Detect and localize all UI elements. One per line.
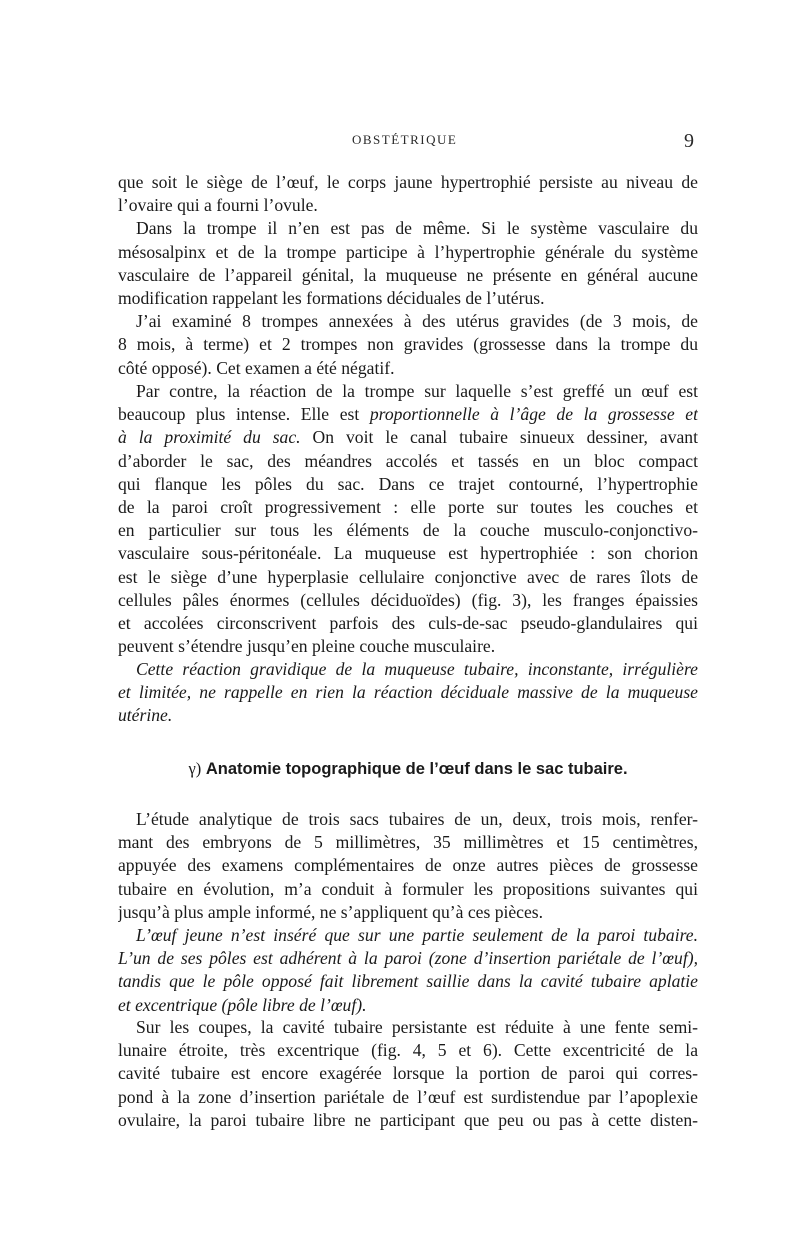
text-line: L’un de ses pôles est adhérent à la paroi (zone d’insertion pariétale de l’œuf), bbox=[118, 948, 698, 969]
text-line: Cette réaction gravidique de la muqueuse tubaire, inconstante, irrégulière bbox=[136, 659, 698, 679]
text-line: et limitée, ne rappelle en rien la réaction déciduale massive de la muqueuse bbox=[118, 682, 698, 703]
text-line: modification rappelant les formations déciduales de l’utérus. bbox=[118, 288, 545, 309]
text-line: que soit le siège de l’œuf, le corps jaune hypertrophié persiste au niveau de bbox=[118, 172, 698, 192]
text-line: ovulaire, la paroi tubaire libre ne participant que peu ou pas à cette disten- bbox=[118, 1109, 698, 1130]
text-line: 8 mois, à terme) et 2 trompes non gravides (grossesse dans la trompe du bbox=[118, 334, 698, 355]
text-line: mant des embryons de 5 millimètres, 35 millimètres et 15 centimètres, bbox=[118, 832, 698, 853]
text-line: Par contre, la réaction de la trompe sur laquelle s’est greffé un œuf est bbox=[136, 381, 698, 401]
text-line: mésosalpinx et de la trompe participe à l’hypertrophie générale du système bbox=[118, 241, 698, 262]
text-line: Sur les coupes, la cavité tubaire persistante est réduite à une fente semi- bbox=[136, 1017, 698, 1037]
text-line-mixed bbox=[118, 403, 698, 426]
paragraph-group-2 bbox=[118, 380, 698, 658]
text-line: en particulier sur tous les éléments de la couche musculo-conjonctivo- bbox=[118, 520, 698, 541]
text-line: vasculaire de l’appareil génital, la muqueuse ne présente en général aucune bbox=[118, 264, 698, 285]
text-line: d’aborder le sac, des méandres accolés et tassés en un bloc compact bbox=[118, 450, 698, 471]
text-line: L’étude analytique de trois sacs tubaires de un, deux, trois mois, renfer- bbox=[136, 809, 698, 829]
text-line: appuyée des examens complémentaires de onze autres pièces de grossesse bbox=[118, 855, 698, 876]
text-line-mixed bbox=[118, 426, 698, 449]
text-line: l’ovaire qui a fourni l’ovule. bbox=[118, 195, 318, 216]
section-title: Anatomie topographique de l’œuf dans le sac tubaire. bbox=[205, 760, 628, 778]
text-line: et accolées circonscrivent parfois des culs-de-sac pseudo-glandulaires qui bbox=[118, 613, 698, 634]
page-number: 9 bbox=[684, 130, 694, 152]
text-run: beaucoup plus intense. Elle est bbox=[118, 404, 370, 425]
text-line: jusqu’à plus ample informé, ne s’appliquent qu’à ces pièces. bbox=[118, 901, 544, 922]
text-line: utérine. bbox=[118, 705, 173, 726]
text-line: qui flanque les pôles du sac. Dans ce trajet contourné, l’hypertrophie bbox=[118, 473, 698, 494]
paragraph-group-3 bbox=[118, 808, 698, 924]
text-line: côté opposé). Cet examen a été négatif. bbox=[118, 357, 395, 378]
text-line: est le siège d’une hyperplasie cellulaire conjonctive avec de rares îlots de bbox=[118, 566, 698, 587]
italic-conclusion bbox=[118, 658, 698, 728]
italic-proposition bbox=[118, 924, 698, 1017]
text-line: L’œuf jeune n’est inséré que sur une partie seulement de la paroi tubaire. bbox=[136, 925, 698, 945]
section-marker: γ) bbox=[188, 759, 202, 778]
text-line: Dans la trompe il n’en est pas de même. Si le système vasculaire du bbox=[136, 218, 698, 239]
text-run: On voit le canal tubaire sinueux dessiner, avant bbox=[300, 427, 698, 448]
text-line: de la paroi croît progressivement : elle porte sur toutes les couches et bbox=[118, 497, 698, 518]
emphasis-run: à la proximité du sac. bbox=[118, 427, 301, 448]
section-heading bbox=[118, 759, 698, 779]
text-line: tandis que le pôle opposé fait librement saillie dans la cavité tubaire aplatie bbox=[118, 971, 698, 992]
emphasis-run: proportionnelle à l’âge de la grossesse et bbox=[369, 404, 698, 425]
running-title: OBSTÉTRIQUE bbox=[352, 132, 458, 147]
text-line: tubaire en évolution, m’a conduit à formuler les propositions suivantes qui bbox=[118, 878, 698, 899]
text-line: vasculaire sous-péritonéale. La muqueuse est hypertrophiée : son chorion bbox=[118, 543, 698, 564]
paragraph-group-1 bbox=[118, 171, 698, 380]
text-line: pond à la zone d’insertion pariétale de l’œuf est surdistendue par l’apoplexie bbox=[118, 1086, 698, 1107]
text-line: cellules pâles énormes (cellules déciduoïdes) (fig. 3), les franges épaissies bbox=[118, 589, 698, 610]
paragraph-group-4 bbox=[118, 1016, 698, 1132]
text-line: peuvent s’étendre jusqu’en pleine couche musculaire. bbox=[118, 636, 496, 657]
text-line: J’ai examiné 8 trompes annexées à des utérus gravides (de 3 mois, de bbox=[136, 311, 698, 332]
text-line: et excentrique (pôle libre de l’œuf). bbox=[118, 994, 367, 1015]
text-line: lunaire étroite, très excentrique (fig. 4, 5 et 6). Cette excentricité de la bbox=[118, 1040, 698, 1061]
text-line: cavité tubaire est encore exagérée lorsque la portion de paroi qui corres- bbox=[118, 1063, 698, 1084]
